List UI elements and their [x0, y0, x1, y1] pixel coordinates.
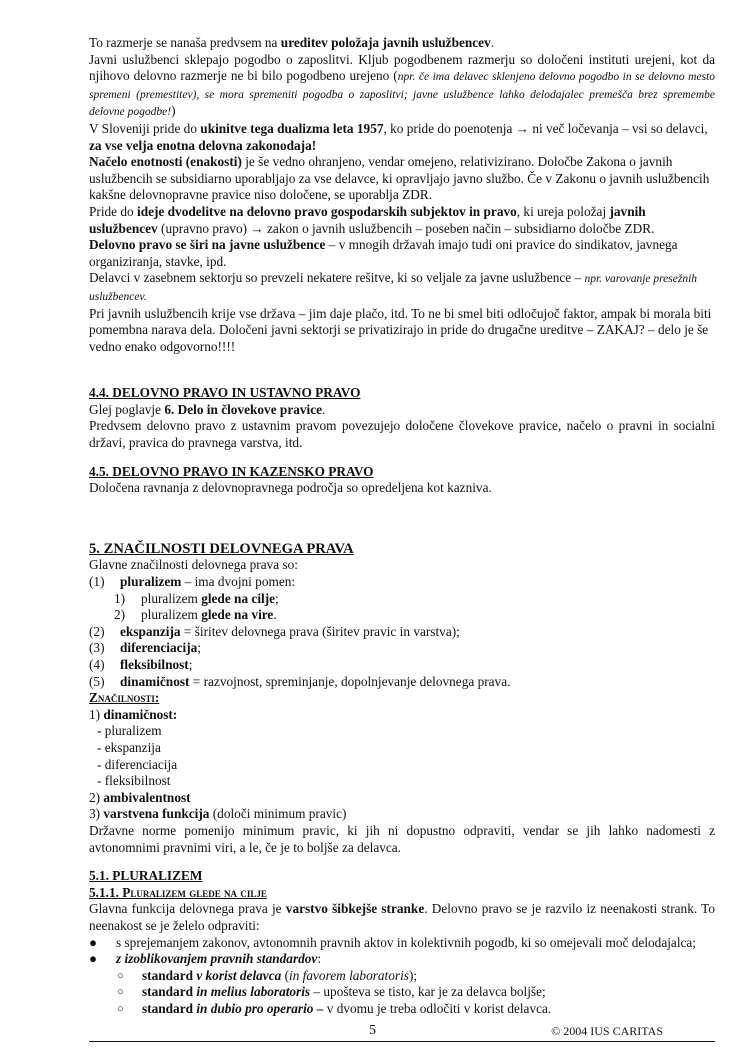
text-run: Glavna funkcija delovnega prava je: [89, 901, 286, 917]
text-run: ambivalentnost: [103, 789, 191, 805]
text-run: 4.5. DELOVNO PRAVO IN KAZENSKO PRAVO: [89, 463, 374, 479]
text-run: (upravno pravo) → zakon o javnih uslužbencih – poseben način – subsidiarno določbe ZDR.: [157, 220, 655, 236]
text-run: 6. Delo in človekove pravice: [164, 401, 323, 417]
list-item: [89, 657, 715, 674]
text-run: pluralizem: [141, 607, 202, 623]
list-marker: (1): [89, 574, 105, 590]
section-heading: [89, 868, 715, 885]
text-run: ideje dvodelitve na delovno pravo gospodarskih subjektov in pravo: [137, 203, 517, 219]
text-run: v korist delavca: [196, 967, 282, 983]
paragraph: [89, 790, 715, 807]
text-run: standard: [142, 1000, 197, 1016]
text-run: varstvo šibkejše stranke: [285, 901, 425, 917]
list-marker: ●: [89, 951, 98, 967]
page-footer: [89, 1021, 715, 1042]
text-run: ;: [275, 590, 279, 606]
text-run: dinamičnost:: [103, 706, 178, 722]
paragraph: [89, 35, 715, 52]
text-run: Značilnosti:: [89, 690, 160, 706]
text-run: ): [171, 103, 176, 119]
text-run: npr. varovanje presežnih uslužbencev.: [89, 273, 698, 303]
text-run: ;: [197, 640, 201, 656]
section-heading: [89, 541, 715, 558]
text-run: Določena ravnanja z delovnopravnega področja so opredeljena kot kazniva.: [89, 480, 492, 496]
list-item: [89, 574, 715, 591]
text-run: Delovno pravo se širi na javne uslužbence: [89, 237, 326, 253]
list-item: [89, 935, 715, 952]
paragraph: [89, 806, 715, 823]
text-run: glede na cilje: [201, 590, 276, 606]
text-run: Glej poglavje: [89, 401, 165, 417]
text-run: = razvojnost, spreminjanje, dopolnjevanje delovnega prava.: [189, 673, 511, 689]
list-item: [89, 607, 715, 624]
text-run: (: [281, 967, 290, 983]
list-marker: (4): [89, 657, 105, 672]
section-heading: [89, 464, 715, 481]
list-marker: (3): [89, 640, 105, 656]
section-heading: [89, 690, 715, 707]
list-item: [89, 591, 715, 608]
paragraph: [89, 901, 715, 934]
document-body: [89, 35, 715, 1017]
text-run: 5.1. PLURALIZEM: [89, 868, 203, 884]
list-item: [89, 1001, 715, 1018]
text-run: = širitev delovnega prava (širitev pravic in varstva);: [180, 623, 460, 639]
text-run: 5. ZNAČILNOSTI DELOVNEGA PRAVA: [89, 540, 354, 557]
list-marker: 2): [114, 607, 126, 623]
paragraph: [89, 52, 715, 121]
text-run: -: [97, 723, 105, 739]
text-run: ukinitve tega dualizma leta 1957: [200, 120, 384, 136]
text-run: 1): [89, 706, 104, 722]
paragraph: [89, 723, 715, 740]
list-item: [89, 968, 715, 985]
text-run: diferenciacija: [120, 640, 198, 656]
text-run: – upošteva se tisto, kar je za delavca boljše;: [310, 984, 546, 1000]
list-marker: ●: [89, 934, 98, 950]
text-run: javnih uslužbencev: [89, 203, 646, 236]
text-run: 2): [89, 789, 104, 805]
text-run: 5.1.1. Pluralizem glede na cilje: [89, 884, 267, 900]
text-run: 3): [89, 806, 104, 822]
paragraph: [89, 306, 715, 356]
paragraph: [89, 204, 715, 237]
list-marker: (2): [89, 623, 105, 639]
text-run: in favorem laboratoris: [289, 967, 409, 983]
paragraph: [89, 480, 715, 497]
paragraph: [89, 270, 715, 305]
text-run: - fleksibilnost: [97, 773, 171, 789]
section-heading: [89, 385, 715, 402]
text-run: Načelo enotnosti (enakosti): [89, 154, 242, 170]
text-run: pluralizem: [141, 590, 202, 606]
paragraph: [89, 707, 715, 724]
text-run: – v mnogih državah imajo tudi oni pravice do sindikatov, javnega organiziranja, stavke, ipd.: [89, 237, 678, 269]
section-heading: [89, 885, 715, 902]
list-marker: (5): [89, 673, 105, 689]
text-run: (določi minimum pravic): [209, 806, 347, 822]
text-run: za vse velja enotna delovna zakonodaja!: [89, 137, 317, 153]
text-run: npr. če ima delavec sklenjeno delovno pogodbo in se delovno mesto spremeni (premestitev), se mora spremeniti pogodba o zaposlitvi; javne uslužbence lahko delodajalec premešča brez spremembe delovne pogodbe!: [89, 71, 715, 119]
text-run: je še vedno ohranjeno, vendar omejeno, relativizirano. Določbe Zakona o javnih uslužbencih se subsidiarno uporabljajo za vse delavce, ki opravljajo javno službo. Če v Zakonu o javnih uslužbencih kakšne delovnopravne pravice niso določene, se uporablja ZDR.: [89, 154, 710, 203]
text-run: :: [317, 951, 322, 967]
text-run: – ima dvojni pomen:: [181, 574, 296, 590]
text-run: fleksibilnost: [120, 657, 189, 672]
text-run: . Delovno pravo se je razvilo iz neenakosti strank. To neenakost se je želelo odpraviti:: [89, 901, 715, 933]
list-marker: ○: [117, 1002, 124, 1015]
text-run: .: [322, 401, 326, 417]
text-run: V Sloveniji pride do: [89, 120, 201, 136]
copyright-notice: © 2004 IUS CARITAS: [551, 1024, 663, 1039]
text-run: 4.4. DELOVNO PRAVO IN USTAVNO PRAVO: [89, 385, 361, 401]
paragraph: [89, 121, 715, 154]
text-run: dinamičnost: [120, 673, 190, 689]
list-item: [89, 674, 715, 691]
text-run: .: [273, 607, 277, 623]
text-run: - diferenciacija: [97, 756, 178, 772]
text-run: in melius laboratoris: [196, 984, 311, 1000]
text-run: Delavci v zasebnem sektorju so prevzeli nekatere rešitve, ki so veljale za javne uslužbence –: [89, 270, 585, 286]
text-run: ureditev položaja javnih uslužbencev: [280, 35, 491, 50]
paragraph: [89, 237, 715, 270]
text-run: .: [490, 35, 495, 50]
paragraph: [89, 557, 715, 574]
page-number: 5: [369, 1023, 376, 1039]
text-run: s sprejemanjem zakonov, avtonomnih pravnih aktov in kolektivnih pogodb, ki so omejevali moč delodajalca;: [116, 934, 697, 950]
list-marker: 1): [114, 590, 126, 606]
list-item: [89, 624, 715, 641]
text-run: );: [408, 967, 418, 983]
list-item: [89, 640, 715, 657]
text-run: Glavne značilnosti delovnega prava so:: [89, 557, 298, 573]
text-run: z izoblikovanjem pravnih standardov: [116, 951, 318, 967]
text-run: To razmerje se nanaša predvsem na: [89, 35, 281, 50]
paragraph: [89, 154, 715, 204]
text-run: Javni uslužbenci sklepajo pogodbo o zaposlitvi. Kljub pogodbenem razmerju so določeni instituti urejeni, kot da njihovo delovno razmerje ne bi bilo pogodbeno urejeno (: [89, 51, 715, 84]
text-run: ;: [188, 657, 193, 672]
text-run: glede na vire: [201, 607, 274, 623]
text-run: Predvsem delovno pravo z ustavnim pravom povezujejo določene človekove pravice, načelo o pravni in socialni državi, pravica do pravnega varstva, itd.: [89, 418, 715, 451]
text-run: pluralizem: [104, 723, 162, 739]
list-item: [89, 951, 715, 968]
text-run: v dvomu je treba odločiti v korist delavca.: [323, 1000, 552, 1016]
text-run: , ko pride do poenotenja → ni več ločevanja – vsi so delavci,: [383, 120, 708, 136]
paragraph: [89, 757, 715, 774]
text-run: Pri javnih uslužbencih krije vse država – jim daje plačo, itd. To ne bi smel biti odločujoč faktor, ampak bi morala biti pomembna narava dela. Določeni javni sektorji se privatizirajo in pride do drugačne ureditve – ZAKAJ? – delo je še vedno enako odgovorno!!!!: [89, 305, 712, 354]
paragraph: [89, 740, 715, 757]
list-item: [89, 984, 715, 1001]
text-run: Pride do: [89, 203, 138, 219]
list-marker: ○: [117, 986, 124, 999]
text-run: - ekspanzija: [97, 739, 161, 755]
paragraph: [89, 823, 715, 856]
list-marker: ○: [117, 969, 124, 982]
paragraph: [89, 418, 715, 451]
text-run: standard: [142, 984, 197, 1000]
paragraph: [89, 773, 715, 790]
text-run: ekspanzija: [120, 623, 181, 639]
paragraph: [89, 402, 715, 419]
text-run: varstvena funkcija: [103, 806, 210, 822]
text-run: Državne norme pomenijo minimum pravic, ki jih ni dopustno odpraviti, vendar se jih lahko nadomesti z avtonomnimi pravnimi viri, a le, če je to boljše za delavca.: [89, 822, 715, 855]
text-run: pluralizem: [120, 574, 182, 590]
text-run: standard: [142, 967, 197, 983]
text-run: in dubio pro operario –: [196, 1000, 324, 1016]
text-run: , ki ureja položaj: [516, 203, 610, 219]
